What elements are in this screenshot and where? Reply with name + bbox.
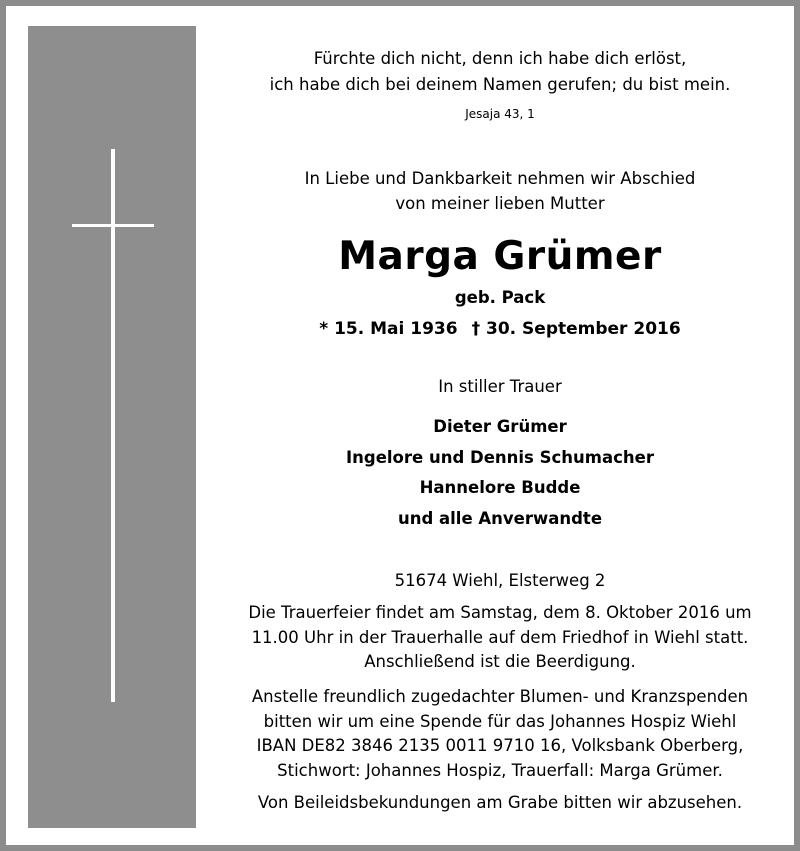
donation-info (214, 685, 786, 783)
mourner-name: Dieter Grümer (433, 417, 567, 436)
mourner-name: und alle Anverwandte (397, 508, 603, 528)
ceremony-line: Die Trauerfeier findet am Samstag, dem 8. Oktober 2016 um (248, 603, 752, 622)
obituary-notice (6, 6, 794, 845)
mourner-name: Ingelore und Dennis Schumacher (346, 447, 654, 467)
donation-line: Stichwort: Johannes Hospiz, Trauerfall: Marga Grümer. (277, 760, 723, 780)
verse-line: Fürchte dich nicht, denn ich habe dich erlöst, (313, 49, 687, 68)
cross-vertical-bar (111, 149, 115, 702)
mourner-name: Hannelore Budde (419, 478, 581, 497)
intro-line: In Liebe und Dankbarkeit nehmen wir Abschied (304, 169, 696, 188)
donation-line: Anstelle freundlich zugedachter Blumen- und Kranzspenden (251, 687, 749, 706)
mourners-list (214, 412, 786, 534)
verse-source: Jesaja 43, 1 (465, 107, 535, 121)
ceremony-line: 11.00 Uhr in der Trauerhalle auf dem Friedhof in Wiehl statt. (251, 627, 749, 647)
death-date: † 30. September 2016 (471, 319, 681, 339)
bible-verse (214, 46, 786, 98)
ceremony-line: Anschließend ist die Beerdigung. (364, 652, 636, 671)
verse-line: ich habe dich bei deinem Namen gerufen; du bist mein. (269, 75, 731, 94)
deceased-name: Marga Grümer (338, 234, 662, 279)
intro-line: von meiner lieben Mutter (395, 194, 605, 213)
donation-line: IBAN DE82 3846 2135 0011 9710 16, Volksbank Oberberg, (256, 736, 744, 755)
side-panel (28, 26, 196, 828)
birth-date: * 15. Mai 1936 (319, 319, 458, 339)
birth-name: geb. Pack (454, 288, 546, 307)
mourning-heading: In stiller Trauer (438, 377, 562, 396)
life-dates (214, 317, 786, 341)
ceremony-info (214, 601, 786, 675)
cross-horizontal-bar (72, 224, 154, 227)
donation-line: bitten wir um eine Spende für das Johannes Hospiz Wiehl (263, 711, 737, 731)
family-address: 51674 Wiehl, Elsterweg 2 (394, 571, 606, 590)
intro-text (214, 166, 786, 216)
closing-note: Von Beileidsbekundungen am Grabe bitten wir abzusehen. (257, 793, 743, 812)
